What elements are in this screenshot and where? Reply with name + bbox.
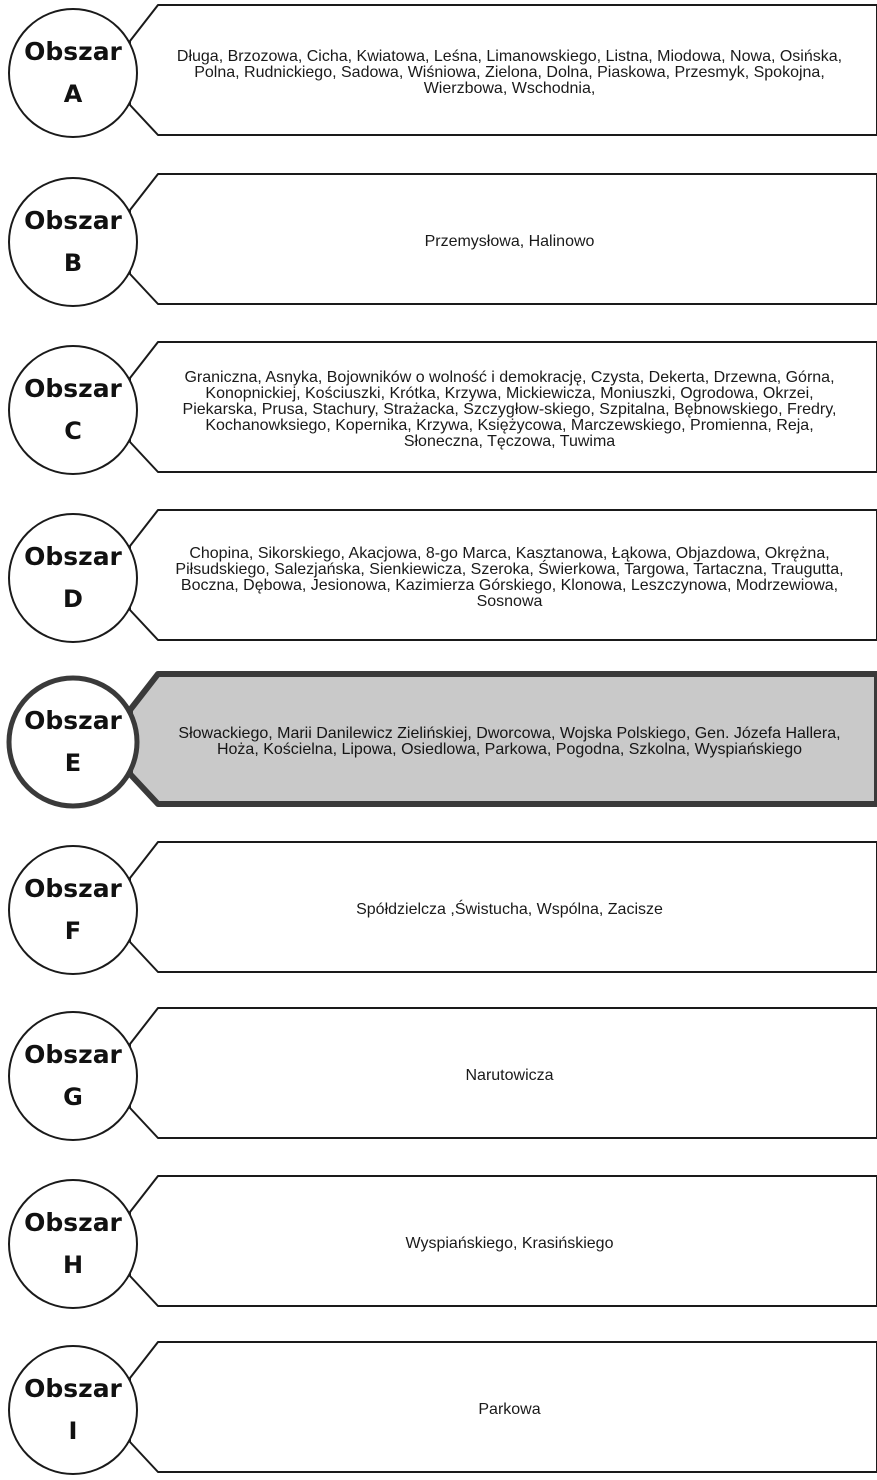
area-word: Obszar — [24, 874, 122, 903]
street-list-text: Narutowicza — [465, 1067, 554, 1084]
street-list-text: Graniczna, Asnyka, Bojowników o wolność i demokrację, Czysta, Dekerta, Drzewna, Górna, Konopnickiej, Kościuszki, Krótka, Krzywa, Mickiewicza, Moniuszki, Ogrodowa, Okrzei, Piekarska, Prusa, Stachury, Strażacka, Szczygłow-skiego, Szpitalna, Bębnowskiego, Fredry, Kochanowksiego, Kopernika, Krzywa, Księżycowa, Marczewskiego, Promienna, Reja, Słoneczna, Tęczowa, Tuwima — [182, 369, 837, 450]
area-block — [0, 672, 877, 812]
area-badge — [8, 677, 138, 807]
area-letter: H — [62, 1251, 84, 1279]
area-badge — [8, 513, 138, 643]
area-letter: B — [63, 249, 83, 277]
area-letter: I — [68, 1417, 78, 1445]
street-list — [150, 3, 869, 143]
street-list-text: Spółdzielcza ,Świstucha, Wspólna, Zacisze — [356, 901, 663, 918]
street-list — [150, 508, 869, 648]
street-list — [150, 840, 869, 980]
area-badge — [8, 845, 138, 975]
area-block — [0, 1174, 877, 1314]
area-block — [0, 1006, 877, 1146]
area-block — [0, 340, 877, 480]
area-word: Obszar — [24, 374, 122, 403]
area-letter: E — [64, 749, 82, 777]
street-list — [150, 1340, 869, 1480]
area-letter: F — [64, 917, 82, 945]
area-letter: C — [64, 417, 82, 445]
area-block — [0, 172, 877, 312]
street-list — [150, 672, 869, 812]
street-list — [150, 1174, 869, 1314]
area-badge — [8, 1179, 138, 1309]
area-word: Obszar — [24, 1040, 122, 1069]
area-word: Obszar — [24, 1208, 122, 1237]
street-list-text: Parkowa — [478, 1401, 541, 1418]
area-word: Obszar — [24, 706, 122, 735]
area-block — [0, 840, 877, 980]
area-badge — [8, 177, 138, 307]
area-badge — [8, 8, 138, 138]
area-word: Obszar — [24, 1374, 122, 1403]
street-list — [150, 340, 869, 480]
area-letter: D — [63, 585, 83, 613]
area-block — [0, 1340, 877, 1480]
street-list — [150, 1006, 869, 1146]
street-list — [150, 172, 869, 312]
area-badge — [8, 345, 138, 475]
street-list-text: Przemysłowa, Halinowo — [424, 233, 595, 250]
area-block — [0, 3, 877, 143]
area-word: Obszar — [24, 542, 122, 571]
area-badge — [8, 1345, 138, 1475]
street-list-text: Chopina, Sikorskiego, Akacjowa, 8-go Marca, Kasztanowa, Łąkowa, Objazdowa, Okrężna, Piłsudskiego, Salezjańska, Sienkiewicza, Szeroka, Świerkowa, Targowa, Tartaczna, Traugutta, Boczna, Dębowa, Jesionowa, Kazimierza Górskiego, Klonowa, Leszczynowa, Modrzewiowa, Sosnowa — [175, 545, 844, 610]
area-block — [0, 508, 877, 648]
area-word: Obszar — [24, 206, 122, 235]
area-badge — [8, 1011, 138, 1141]
street-list-text: Wyspiańskiego, Krasińskiego — [405, 1235, 614, 1252]
area-letter: G — [63, 1083, 83, 1111]
street-list-text: Długa, Brzozowa, Cicha, Kwiatowa, Leśna, Limanowskiego, Listna, Miodowa, Nowa, Osińska, Polna, Rudnickiego, Sadowa, Wiśniowa, Zielona, Dolna, Piaskowa, Przesmyk, Spokojna, Wierzbowa, Wschodnia, — [176, 48, 843, 97]
street-list-text: Słowackiego, Marii Danilewicz Zielińskiej, Dworcowa, Wojska Polskiego, Gen. Józefa Hallera, Hoża, Kościelna, Lipowa, Osiedlowa, Parkowa, Pogodna, Szkolna, Wyspiańskiego — [178, 725, 841, 758]
area-letter: A — [63, 80, 83, 108]
area-word: Obszar — [24, 37, 122, 66]
